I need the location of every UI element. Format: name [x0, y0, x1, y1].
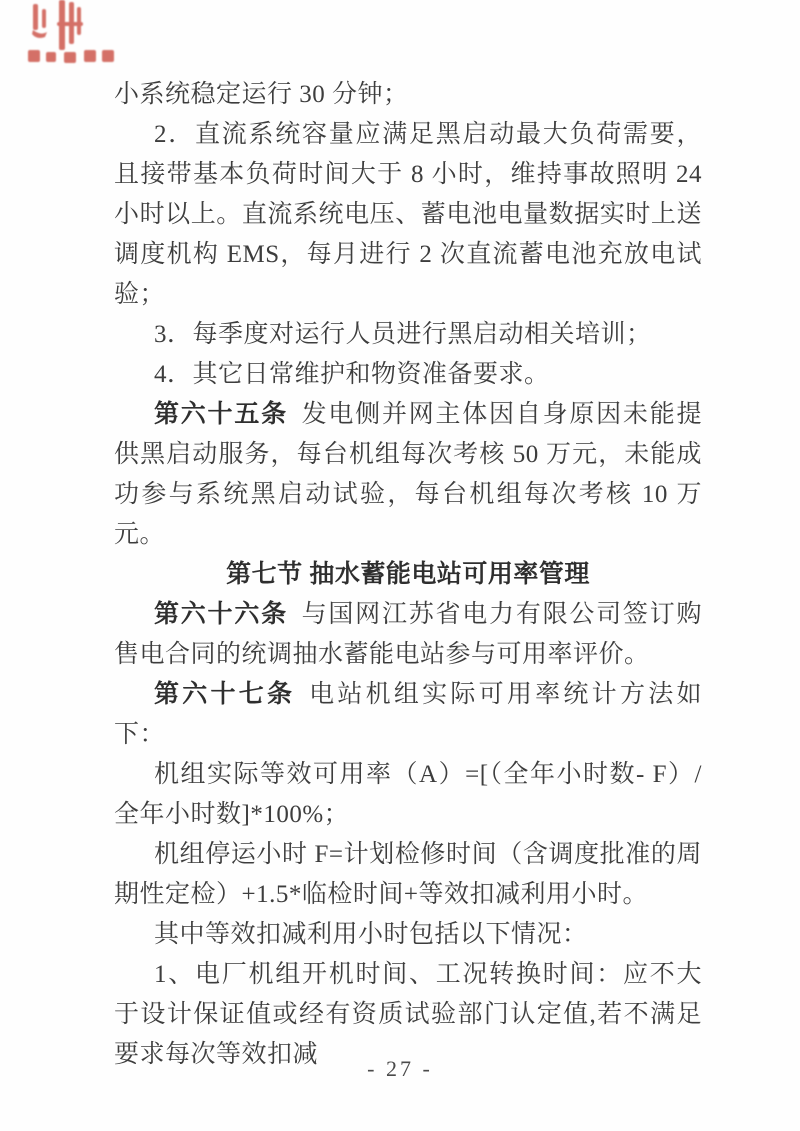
- article-number-label: 第六十七条: [154, 681, 296, 708]
- body-paragraph-formula-availability: 机组实际等效可用率（A）=[（全年小时数- F）/全年小时数]*100%；: [114, 761, 702, 828]
- body-paragraph-deduction-item1: 1、电厂机组开机时间、工况转换时间：应不大于设计保证值或经有资质试验部门认定值,若不满足要求每次等效扣减: [114, 961, 702, 1068]
- body-paragraph-item4: 4．其它日常维护和物资准备要求。: [154, 361, 550, 388]
- article-number-label: 第六十五条: [154, 401, 288, 428]
- section-heading: 第七节 抽水蓄能电站可用率管理: [226, 561, 590, 588]
- article-text: 与国网江苏省电力有限公司签订购售电合同的统调抽水蓄能电站参与可用率评价。: [114, 601, 702, 668]
- body-paragraph-formula-outage-hours: 机组停运小时 F=计划检修时间（含调度批准的周期性定检）+1.5*临检时间+等效扣减利用小时。: [114, 841, 702, 908]
- body-paragraph-article67: [114, 675, 702, 755]
- body-paragraph-item3: 3．每季度对运行人员进行黑启动相关培训；: [154, 321, 652, 348]
- body-paragraph-item2: 2．直流系统容量应满足黑启动最大负荷需要，且接带基本负荷时间大于 8 小时，维持事故照明 24 小时以上。直流系统电压、蓄电池电量数据实时上送调度机构 EMS，每月进行 2 次直流蓄电池充放电试验；: [114, 121, 702, 308]
- body-paragraph-article66: [114, 595, 702, 675]
- red-seal-fragment: [26, 0, 120, 68]
- article-number-label: 第六十六条: [154, 601, 288, 628]
- article-text: 电站机组实际可用率统计方法如下：: [114, 681, 702, 748]
- body-paragraph-deduction-intro: 其中等效扣减利用小时包括以下情况：: [154, 921, 588, 948]
- page-number: - 27 -: [367, 1056, 433, 1081]
- document-body: [114, 75, 702, 1075]
- article-text: 发电侧并网主体因自身原因未能提供黑启动服务，每台机组每次考核 50 万元，未能成功参与系统黑启动试验，每台机组每次考核 10 万元。: [114, 401, 702, 548]
- body-paragraph-article65: [114, 395, 702, 555]
- body-paragraph-continuation: 小系统稳定运行 30 分钟；: [114, 81, 409, 108]
